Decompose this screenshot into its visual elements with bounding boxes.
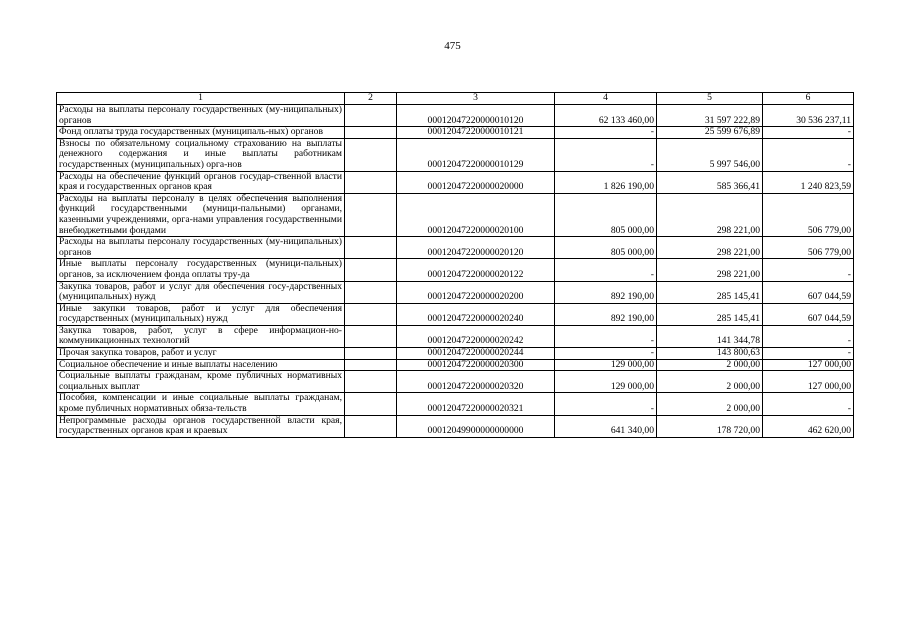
- column-2-cell: [345, 259, 397, 281]
- budget-code-cell: 00012047220000020244: [397, 348, 555, 360]
- column-4-value-cell: 892 190,00: [555, 281, 657, 303]
- column-6-value-cell: 462 620,00: [763, 415, 854, 437]
- column-5-value-cell: 31 597 222,89: [657, 105, 763, 127]
- column-header-6: 6: [763, 93, 854, 105]
- column-5-value-cell: 285 145,41: [657, 303, 763, 325]
- column-5-value-cell: 285 145,41: [657, 281, 763, 303]
- column-6-value-cell: -: [763, 138, 854, 171]
- column-6-value-cell: 30 536 237,11: [763, 105, 854, 127]
- budget-code-cell: 00012047220000010120: [397, 105, 555, 127]
- column-5-value-cell: 141 344,78: [657, 325, 763, 347]
- table-row: [57, 237, 854, 259]
- column-6-value-cell: -: [763, 325, 854, 347]
- table-body: [57, 105, 854, 438]
- column-4-value-cell: -: [555, 138, 657, 171]
- table-row: [57, 171, 854, 193]
- column-5-value-cell: 2 000,00: [657, 371, 763, 393]
- expense-name-cell: Социальное обеспечение и иные выплаты населению: [57, 359, 345, 371]
- table-header: [57, 93, 854, 105]
- column-2-cell: [345, 359, 397, 371]
- column-2-cell: [345, 171, 397, 193]
- column-2-cell: [345, 105, 397, 127]
- column-6-value-cell: -: [763, 348, 854, 360]
- budget-code-cell: 00012047220000020240: [397, 303, 555, 325]
- column-4-value-cell: -: [555, 393, 657, 415]
- column-4-value-cell: 62 133 460,00: [555, 105, 657, 127]
- expense-name-cell: Непрограммные расходы органов государственной власти края, государственных органов края и краевых: [57, 415, 345, 437]
- column-5-value-cell: 298 221,00: [657, 259, 763, 281]
- column-2-cell: [345, 325, 397, 347]
- budget-code-cell: 00012047220000010121: [397, 127, 555, 139]
- table-row: [57, 359, 854, 371]
- column-2-cell: [345, 138, 397, 171]
- expense-name-cell: Взносы по обязательному социальному страхованию на выплаты денежного содержания и иные выплаты работникам государственных (муниципальных) орга-нов: [57, 138, 345, 171]
- table-row: [57, 415, 854, 437]
- table-row: [57, 348, 854, 360]
- column-4-value-cell: 641 340,00: [555, 415, 657, 437]
- expense-name-cell: Расходы на выплаты персоналу государственных (му-ниципальных) органов: [57, 237, 345, 259]
- column-5-value-cell: 178 720,00: [657, 415, 763, 437]
- budget-code-cell: 00012047220000020100: [397, 193, 555, 236]
- expense-name-cell: Расходы на обеспечение функций органов государ-ственной власти края и государственных органов края: [57, 171, 345, 193]
- table-row: [57, 371, 854, 393]
- column-6-value-cell: 1 240 823,59: [763, 171, 854, 193]
- column-header-4: 4: [555, 93, 657, 105]
- budget-table: [56, 92, 854, 438]
- column-2-cell: [345, 281, 397, 303]
- expense-name-cell: Расходы на выплаты персоналу в целях обеспечения выполнения функций государственными (муници-пальными) органами, казенными учреждениями, орга-нами управления государственными внебюджетными фондами: [57, 193, 345, 236]
- column-2-cell: [345, 237, 397, 259]
- table-row: [57, 127, 854, 139]
- column-2-cell: [345, 348, 397, 360]
- column-4-value-cell: -: [555, 259, 657, 281]
- budget-code-cell: 00012047220000020200: [397, 281, 555, 303]
- expense-name-cell: Прочая закупка товаров, работ и услуг: [57, 348, 345, 360]
- header-row: [57, 93, 854, 105]
- expense-name-cell: Иные закупки товаров, работ и услуг для обеспечения государственных (муниципальных) нужд: [57, 303, 345, 325]
- column-5-value-cell: 2 000,00: [657, 359, 763, 371]
- expense-name-cell: Пособия, компенсации и иные социальные выплаты гражданам, кроме публичных нормативных обяза-тельств: [57, 393, 345, 415]
- column-5-value-cell: 5 997 546,00: [657, 138, 763, 171]
- expense-name-cell: Иные выплаты персоналу государственных (муници-пальных) органов, за исключением фонда оплаты тру-да: [57, 259, 345, 281]
- table-row: [57, 105, 854, 127]
- column-5-value-cell: 143 800,63: [657, 348, 763, 360]
- column-6-value-cell: 127 000,00: [763, 359, 854, 371]
- column-4-value-cell: 129 000,00: [555, 359, 657, 371]
- column-2-cell: [345, 393, 397, 415]
- column-6-value-cell: 607 044,59: [763, 281, 854, 303]
- table-row: [57, 138, 854, 171]
- column-5-value-cell: 585 366,41: [657, 171, 763, 193]
- column-5-value-cell: 25 599 676,89: [657, 127, 763, 139]
- column-6-value-cell: 506 779,00: [763, 237, 854, 259]
- page-number: 475: [444, 40, 461, 52]
- column-4-value-cell: 805 000,00: [555, 193, 657, 236]
- budget-code-cell: 00012047220000010129: [397, 138, 555, 171]
- budget-code-cell: 00012047220000020300: [397, 359, 555, 371]
- column-5-value-cell: 298 221,00: [657, 237, 763, 259]
- budget-code-cell: 00012049900000000000: [397, 415, 555, 437]
- budget-code-cell: 00012047220000020122: [397, 259, 555, 281]
- column-4-value-cell: 129 000,00: [555, 371, 657, 393]
- budget-code-cell: 00012047220000020321: [397, 393, 555, 415]
- column-2-cell: [345, 303, 397, 325]
- budget-code-cell: 00012047220000020320: [397, 371, 555, 393]
- expense-name-cell: Фонд оплаты труда государственных (муниципаль-ных) органов: [57, 127, 345, 139]
- column-6-value-cell: 607 044,59: [763, 303, 854, 325]
- table-row: [57, 325, 854, 347]
- table-row: [57, 193, 854, 236]
- column-2-cell: [345, 371, 397, 393]
- expense-name-cell: Закупка товаров, работ и услуг для обеспечения госу-дарственных (муниципальных) нужд: [57, 281, 345, 303]
- column-header-5: 5: [657, 93, 763, 105]
- column-header-2: 2: [345, 93, 397, 105]
- budget-code-cell: 00012047220000020242: [397, 325, 555, 347]
- column-6-value-cell: -: [763, 259, 854, 281]
- column-4-value-cell: -: [555, 348, 657, 360]
- column-5-value-cell: 2 000,00: [657, 393, 763, 415]
- table-row: [57, 393, 854, 415]
- table-row: [57, 303, 854, 325]
- table-row: [57, 259, 854, 281]
- column-2-cell: [345, 415, 397, 437]
- expense-name-cell: Закупка товаров, работ, услуг в сфере информацион-но-коммуникационных технологий: [57, 325, 345, 347]
- column-2-cell: [345, 127, 397, 139]
- column-4-value-cell: -: [555, 325, 657, 347]
- column-4-value-cell: 1 826 190,00: [555, 171, 657, 193]
- column-6-value-cell: 506 779,00: [763, 193, 854, 236]
- column-4-value-cell: -: [555, 127, 657, 139]
- budget-code-cell: 00012047220000020120: [397, 237, 555, 259]
- column-2-cell: [345, 193, 397, 236]
- column-header-1: 1: [57, 93, 345, 105]
- expense-name-cell: Расходы на выплаты персоналу государственных (му-ниципальных) органов: [57, 105, 345, 127]
- column-6-value-cell: -: [763, 127, 854, 139]
- expense-name-cell: Социальные выплаты гражданам, кроме публичных нормативных социальных выплат: [57, 371, 345, 393]
- column-6-value-cell: -: [763, 393, 854, 415]
- column-header-3: 3: [397, 93, 555, 105]
- column-4-value-cell: 892 190,00: [555, 303, 657, 325]
- budget-code-cell: 00012047220000020000: [397, 171, 555, 193]
- table-row: [57, 281, 854, 303]
- column-4-value-cell: 805 000,00: [555, 237, 657, 259]
- column-5-value-cell: 298 221,00: [657, 193, 763, 236]
- column-6-value-cell: 127 000,00: [763, 371, 854, 393]
